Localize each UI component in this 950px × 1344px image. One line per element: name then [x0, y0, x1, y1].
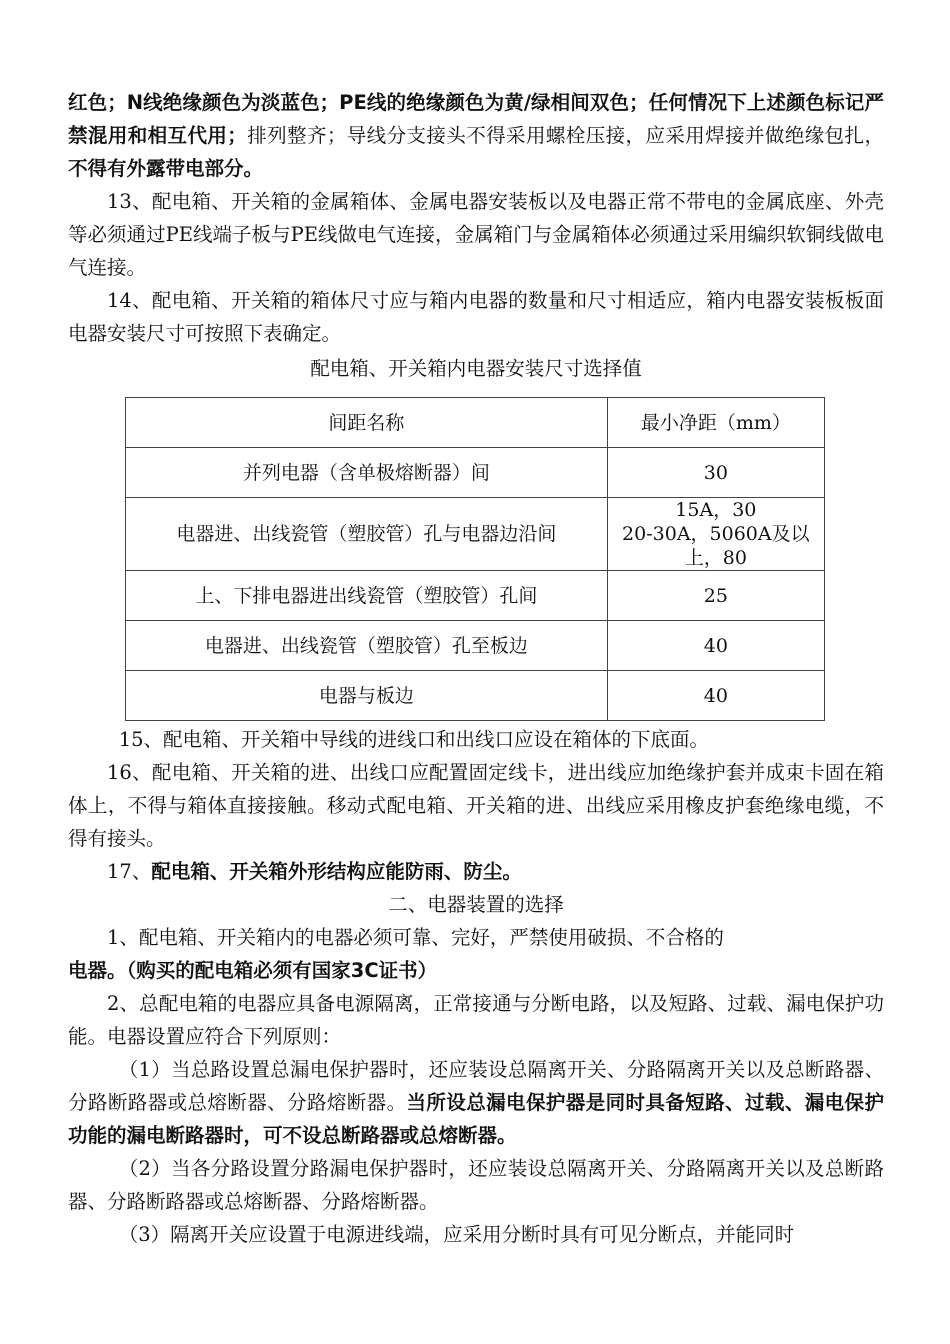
paragraph-13: 13、配电箱、开关箱的金属箱体、金属电器安装板以及电器正常不带电的金属底座、外壳等必须通过PE线端子板与PE线做电气连接，金属箱门与金属箱体必须通过采用编织软铜线做电气连接。	[68, 190, 884, 279]
table-cell-value: 15A，30 20-30A，5060A及以上，80	[607, 498, 824, 571]
sub-item-1-bold: 当所设总漏电保护器是同时具备短路、过载、漏电保护功能的漏电断路器时，可不设总断路器或总熔断器。	[68, 1091, 884, 1147]
section-item-1-line-1: 1、配电箱、开关箱内的电器必须可靠、完好，严禁使用破损、不合格的	[107, 926, 724, 949]
table-cell-value: 40	[607, 621, 824, 671]
paragraph-17-text: 配电箱、开关箱外形结构应能防雨、防尘。	[151, 860, 522, 883]
table-cell-value: 30	[607, 448, 824, 498]
sub-item-2: （2）当各分路设置分路漏电保护器时，还应装设总隔离开关、分路隔离开关以及总断路器、分路断路器或总熔断器、分路熔断器。	[68, 1157, 884, 1213]
paragraph-15: 15、配电箱、开关箱中导线的进线口和出线口应设在箱体的下底面。	[118, 728, 710, 751]
table-row	[126, 448, 825, 498]
sub-item-1	[68, 1053, 884, 1152]
install-size-table	[125, 397, 825, 721]
table-header-name: 间距名称	[126, 398, 608, 448]
section-item-2: 2、总配电箱的电器应具备电源隔离，正常接通与分断电路，以及短路、过载、漏电保护功能。电器设置应符合下列原则：	[68, 992, 884, 1048]
paragraph-14: 14、配电箱、开关箱的箱体尺寸应与箱内电器的数量和尺寸相适应，箱内电器安装板板面电器安装尺寸可按照下表确定。	[68, 289, 884, 345]
table-row	[126, 571, 825, 621]
table-cell-value: 40	[607, 671, 824, 721]
paragraph-12-continued	[68, 86, 884, 185]
table-cell-name: 并列电器（含单极熔断器）间	[126, 448, 608, 498]
paragraph-12-bold-b: 不得有外露带电部分。	[68, 157, 264, 180]
table-cell-name: 电器进、出线瓷管（塑胶管）孔与电器边沿间	[126, 498, 608, 571]
table-cell-value: 25	[607, 571, 824, 621]
table-row	[126, 621, 825, 671]
paragraph-17	[68, 855, 884, 888]
table-row	[126, 498, 825, 571]
document-page	[68, 86, 884, 1251]
paragraph-12-normal: 排列整齐；导线分支接头不得采用螺栓压接，应采用焊接并做绝缘包扎，	[246, 124, 884, 147]
table-header-value: 最小净距（mm）	[607, 398, 824, 448]
table-cell-name: 电器进、出线瓷管（塑胶管）孔至板边	[126, 621, 608, 671]
paragraph-16: 16、配电箱、开关箱的进、出线口应配置固定线卡，进出线应加绝缘护套并成束卡固在箱体上，不得与箱体直接接触。移动式配电箱、开关箱的进、出线应采用橡皮护套绝缘电缆，不得有接头。	[68, 761, 884, 850]
paragraph-12-bold-a: 红色；N线绝缘颜色为淡蓝色；PE线的绝缘颜色为黄/绿相间双色；任何情况下上述颜色标记严禁混用和相互代用；	[68, 91, 884, 147]
section-item-1-line-2: 电器。（购买的配电箱必须有国家3C证书）	[68, 959, 438, 982]
sub-item-3: （3）隔离开关应设置于电源进线端，应采用分断时具有可见分断点，并能同时	[118, 1223, 795, 1246]
table-row	[126, 671, 825, 721]
table-caption: 配电箱、开关箱内电器安装尺寸选择值	[310, 357, 642, 380]
paragraph-17-number: 17、	[107, 860, 152, 883]
table-header-row	[126, 398, 825, 448]
section-title: 二、电器装置的选择	[388, 893, 564, 916]
table-cell-name: 电器与板边	[126, 671, 608, 721]
table-cell-name: 上、下排电器进出线瓷管（塑胶管）孔间	[126, 571, 608, 621]
sub-item-1-normal: （1）当总路设置总漏电保护器时，还应装设总隔离开关、分路隔离开关以及总断路器、分路断路器或总熔断器、分路熔断器。	[68, 1058, 884, 1114]
